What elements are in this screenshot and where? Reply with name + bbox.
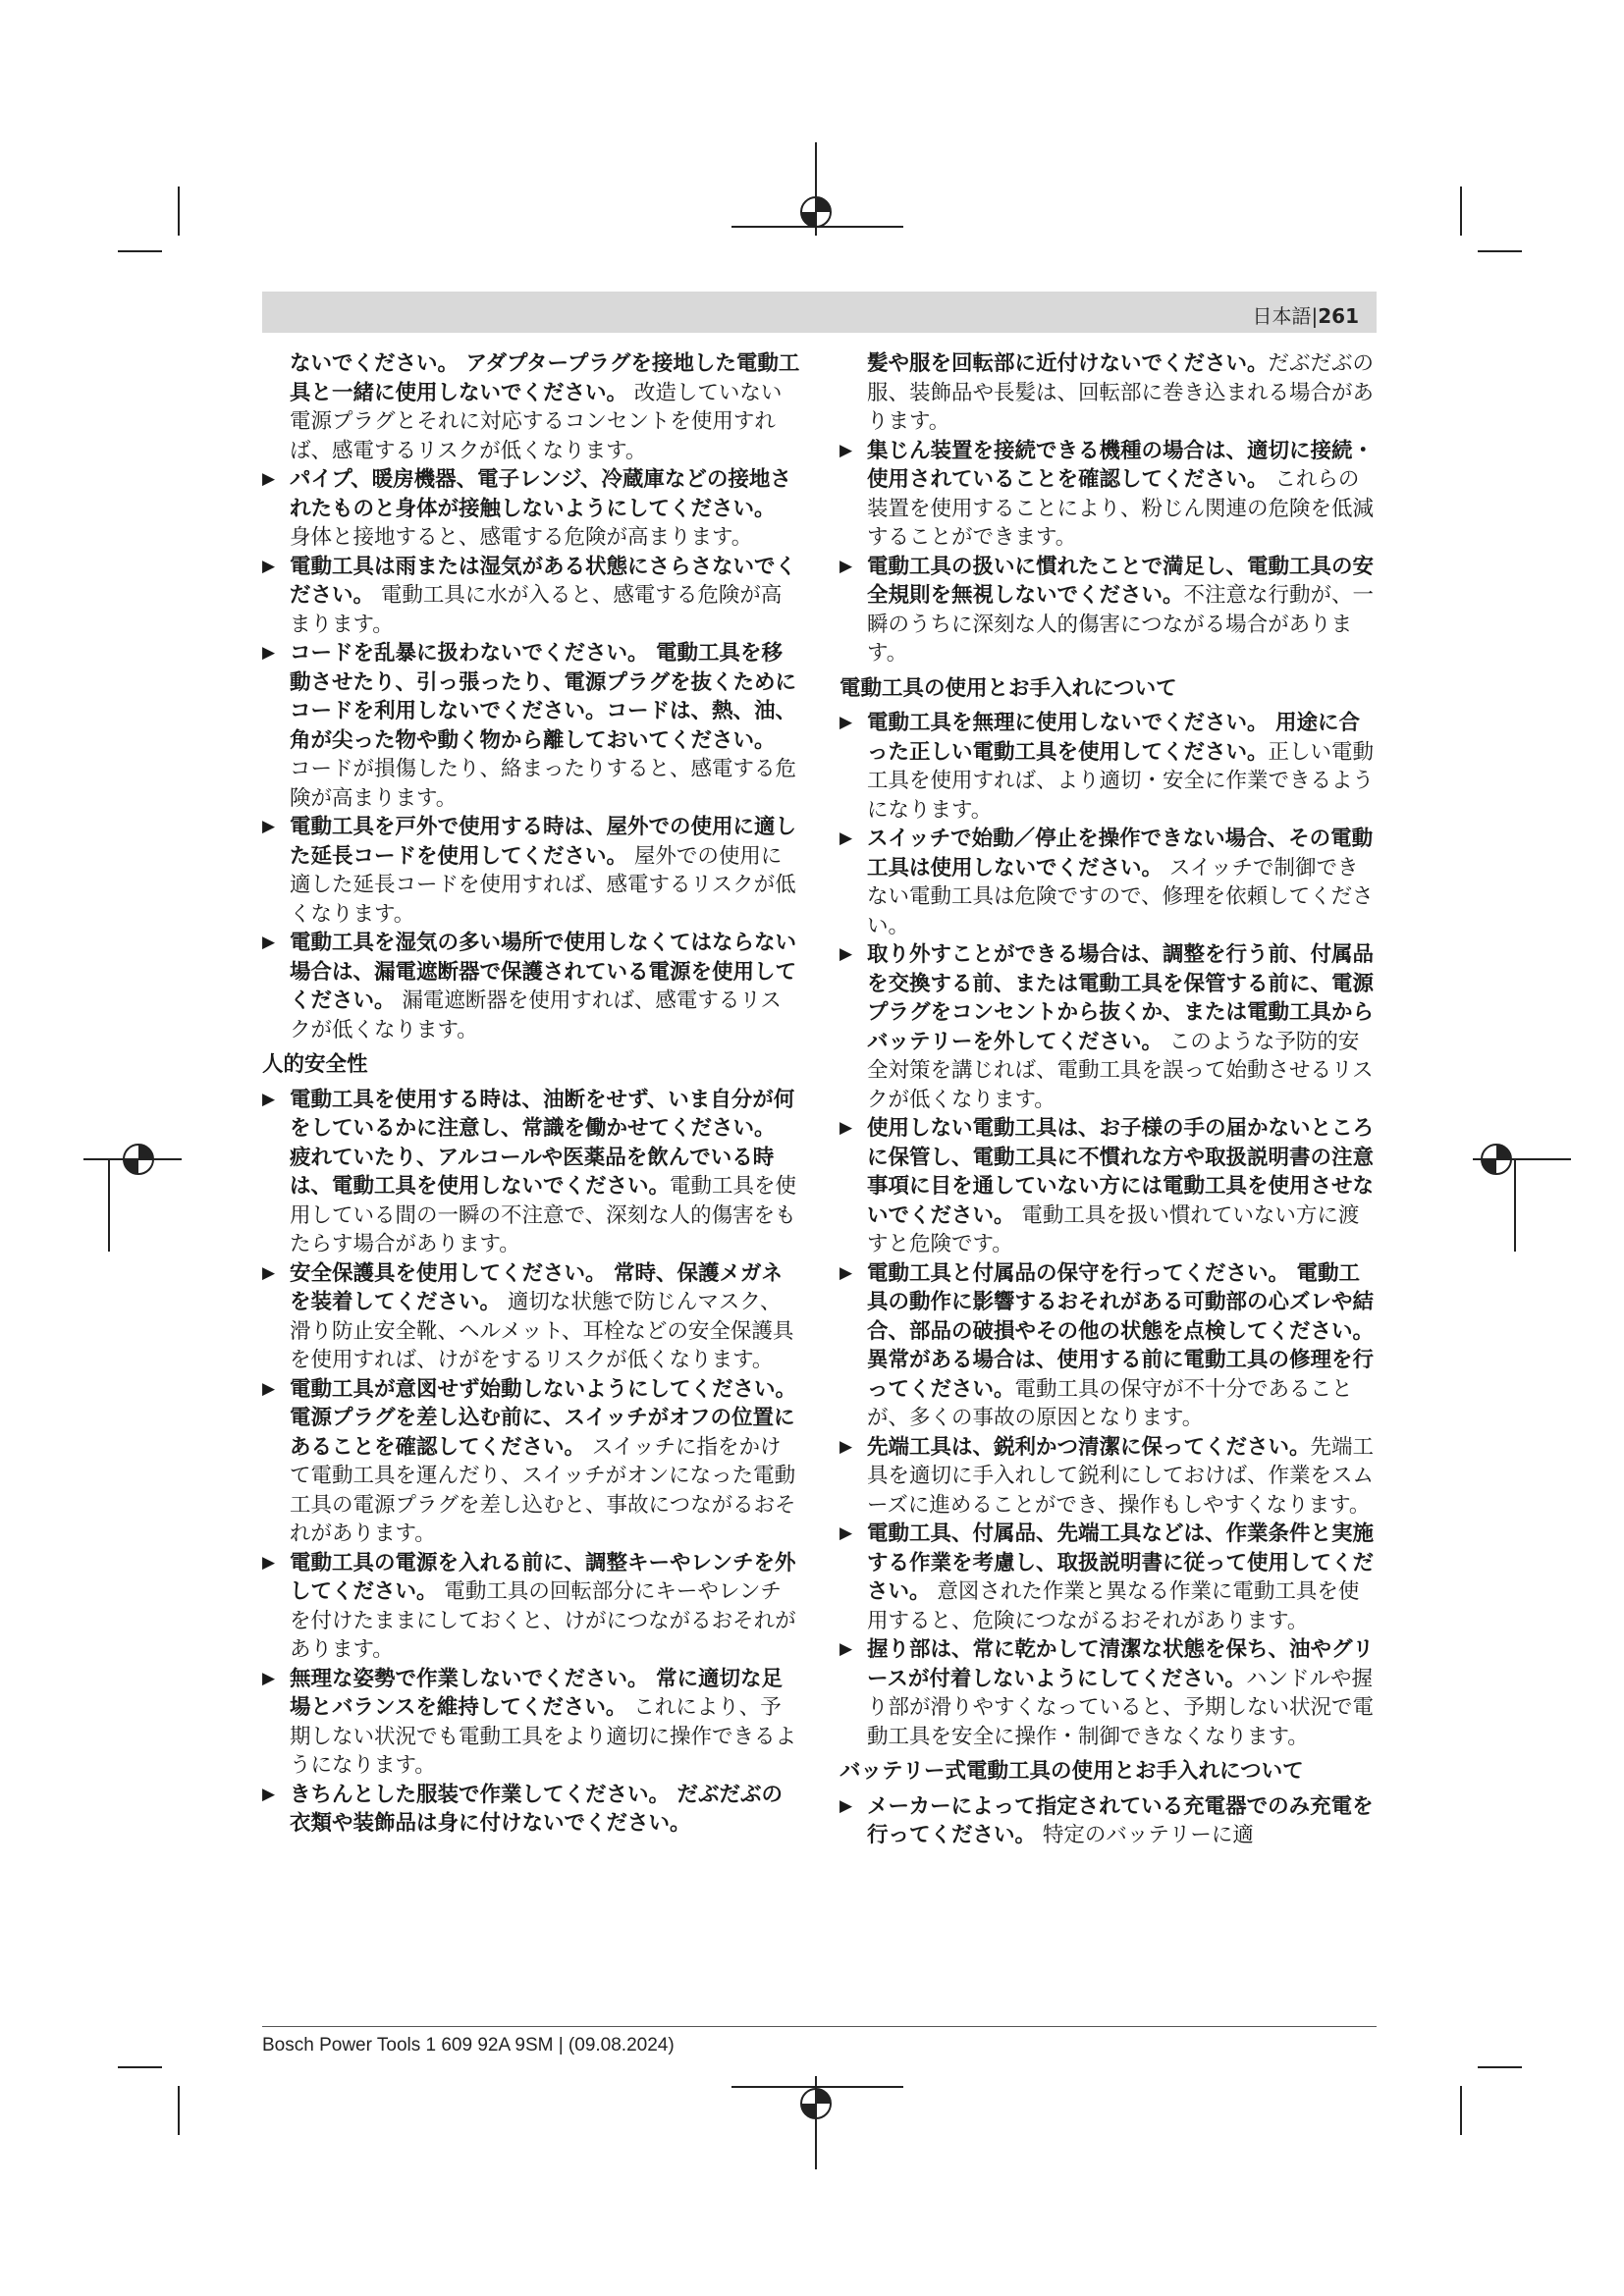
registration-target-icon	[797, 2085, 835, 2122]
registration-line	[108, 1158, 110, 1252]
safety-item	[262, 553, 800, 640]
bullet-triangle-icon: ▶	[262, 817, 276, 836]
page-footer: Bosch Power Tools 1 609 92A 9SM | (09.08.2024)	[262, 2035, 675, 2056]
safety-item	[262, 1375, 800, 1549]
item-body-text: 改造していない電源プラグとそれに対応するコンセントを使用すれば、感電するリスクが低くなります。	[290, 380, 783, 463]
bullet-triangle-icon: ▶	[262, 933, 276, 952]
item-body-text: 適切な状態で防じんマスク、滑り防止安全靴、ヘルメット、耳栓などの安全保護具を使用すれば、けがをするリスクが低くなります。	[290, 1290, 794, 1372]
safety-item	[262, 1086, 800, 1259]
language-label: 日本語	[1252, 304, 1312, 328]
item-body-text: 電動工具に水が入ると、感電する危険が高まります。	[290, 583, 783, 637]
safety-item	[839, 1114, 1378, 1259]
bullet-triangle-icon: ▶	[839, 1795, 853, 1816]
safety-item	[839, 1635, 1378, 1751]
bullet-triangle-icon: ▶	[839, 1118, 853, 1138]
item-bold-text: きちんとした服装で作業してください。 だぶだぶの衣類や装飾品は身に付けないでください。	[290, 1782, 783, 1836]
item-bold-text: 電動工具の扱いに慣れたことで満足し、電動工具の安全規則を無視しないでください。	[867, 554, 1375, 608]
item-bold-text: 電動工具を使用する時は、油断をせず、いま自分が何をしているかに注意し、常識を働かせてください。 疲れていたり、アルコールや医薬品を飲んでいる時は、電動工具を使用しないでください。	[290, 1087, 795, 1199]
item-bold-text: 電動工具が意図せず始動しないようにしてください。 電源プラグを差し込む前に、スイッチがオフの位置にあることを確認してください。	[290, 1376, 797, 1460]
bullet-triangle-icon: ▶	[839, 1639, 853, 1659]
safety-item	[839, 1433, 1378, 1521]
bullet-triangle-icon: ▶	[839, 1436, 853, 1457]
item-body-text: スイッチで制御できない電動工具は危険ですので、修理を依頼してください。	[867, 855, 1374, 938]
item-bold-text: 電動工具を無理に使用しないでください。 用途に合った正しい電動工具を使用してください。	[867, 711, 1360, 765]
item-bold-text: ないでください。 アダプタープラグを接地した電動工具と一緒に使用しないでください。	[290, 351, 800, 405]
item-bold-text: コードを乱暴に扱わないでください。 電動工具を移動させたり、引っ張ったり、電源プラグを抜くためにコードを利用しないでください。コードは、熱、油、角が尖った物や動く物から離しておいてください。	[290, 641, 797, 753]
section-heading: 電動工具の使用とお手入れについて	[839, 675, 1177, 701]
safety-item	[839, 1520, 1378, 1635]
item-body-text: ハンドルや握り部が滑りやすくなっていると、予期しない状況で電動工具を安全に操作・制御できなくなります。	[867, 1666, 1375, 1749]
left-column	[262, 349, 800, 1839]
bullet-triangle-icon: ▶	[839, 440, 853, 460]
item-body-text: 屋外での使用に適した延長コードを使用すれば、感電するリスクが低くなります。	[290, 843, 796, 927]
item-bold-text: パイプ、暖房機器、電子レンジ、冷蔵庫などの接地されたものと身体が接触しないようにしてください。	[290, 467, 791, 521]
crop-mark	[1460, 2086, 1462, 2135]
page-title	[1253, 300, 1360, 329]
item-bold-text: メーカーによって指定されている充電器でのみ充電を行ってください。	[867, 1793, 1374, 1847]
item-bold-text: 髪や服を回転部に近付けないでください。	[867, 351, 1269, 376]
safety-item	[262, 349, 800, 465]
safety-item	[262, 639, 800, 813]
safety-item	[839, 1792, 1378, 1850]
page-number: 261	[1318, 304, 1359, 328]
bullet-triangle-icon: ▶	[839, 944, 853, 964]
bullet-triangle-icon: ▶	[262, 1784, 276, 1804]
item-body-text: スイッチに指をかけて電動工具を運んだり、スイッチがオンになった電動工具の電源プラグを差し込むと、事故につながるおそれがあります。	[290, 1434, 796, 1546]
safety-item	[839, 1259, 1378, 1433]
header-separator: |	[1311, 304, 1319, 328]
bullet-triangle-icon: ▶	[262, 469, 276, 489]
item-body-text: このような予防的安全対策を講じれば、電動工具を誤って始動させるリスクが低くなります。	[867, 1029, 1374, 1112]
item-bold-text: 電動工具と付属品の保守を行ってください。 電動工具の動作に影響するおそれがある可動部の心ズレや結合、部品の破損やその他の状態を点検してください。 異常がある場合は、使用する前に電動工具の修理を行ってください。	[867, 1260, 1375, 1402]
safety-item	[839, 553, 1378, 668]
safety-item	[839, 825, 1378, 940]
item-body-text: 正しい電動工具を使用すれば、より適切・安全に作業できるようになります。	[867, 739, 1375, 823]
bullet-triangle-icon: ▶	[262, 1552, 276, 1573]
safety-item	[839, 349, 1378, 437]
safety-item	[262, 1781, 800, 1839]
item-body-text: これらの装置を使用することにより、粉じん関連の危険を低減することができます。	[867, 467, 1375, 550]
crop-mark	[118, 2066, 162, 2068]
page-header	[262, 292, 1377, 333]
item-bold-text: 先端工具は、鋭利かつ清潔に保ってください。	[867, 1434, 1311, 1460]
item-bold-text: 電動工具を湿気の多い場所で使用しなくてはならない場合は、漏電遮断器で保護されている電源を使用してください。	[290, 931, 797, 1013]
item-body-text: だぶだぶの服、装飾品や長髪は、回転部に巻き込まれる場合があります。	[867, 351, 1375, 434]
safety-item	[262, 1549, 800, 1665]
item-body-text: 電動工具を使用している間の一瞬の不注意で、深刻な人的傷害をもたらす場合があります。	[290, 1174, 797, 1256]
item-bold-text: 電動工具の電源を入れる前に、調整キーやレンチを外してください。	[290, 1550, 796, 1604]
registration-target-icon	[797, 193, 835, 231]
item-body-text: 電動工具の回転部分にキーやレンチを付けたままにしておくと、けがにつながるおそれがあります。	[290, 1579, 796, 1662]
safety-item	[262, 1665, 800, 1781]
right-column	[839, 349, 1378, 1850]
bullet-triangle-icon: ▶	[839, 1523, 853, 1543]
crop-mark	[178, 2086, 180, 2135]
item-body-text: 意図された作業と異なる作業に電動工具を使用すると、危険につながるおそれがあります。	[867, 1579, 1360, 1633]
bullet-triangle-icon: ▶	[262, 1378, 276, 1399]
item-bold-text: スイッチで始動／停止を操作できない場合、その電動工具は使用しないでください。	[867, 827, 1374, 881]
item-body-text: コードが損傷したり、絡まったりすると、感電する危険が高まります。	[290, 757, 797, 811]
safety-item	[262, 929, 800, 1044]
safety-item	[262, 1259, 800, 1375]
crop-mark	[118, 250, 162, 252]
bullet-triangle-icon: ▶	[262, 1262, 276, 1283]
footer-rule	[262, 2026, 1377, 2027]
item-body-text: 先端工具を適切に手入れして鋭利にしておけば、作業をスムーズに進めることができ、操作もしやすくなります。	[867, 1434, 1375, 1518]
item-bold-text: 握り部は、常に乾かして清潔な状態を保ち、油やグリースが付着しないようにしてください。	[867, 1637, 1375, 1691]
safety-item	[839, 437, 1378, 553]
item-body-text: 特定のバッテリーに適	[1036, 1823, 1254, 1847]
item-body-text: 電動工具の保守が不十分であることが、多くの事故の原因となります。	[867, 1376, 1353, 1430]
registration-target-icon	[1478, 1141, 1515, 1178]
item-bold-text: 取り外すことができる場合は、調整を行う前、付属品を交換する前、または電動工具を保管する前に、電源プラグをコンセントから抜くか、または電動工具からバッテリーを外してください。	[867, 942, 1375, 1054]
safety-item	[262, 813, 800, 929]
registration-target-icon	[120, 1141, 157, 1178]
item-body-text: 電動工具を扱い慣れていない方に渡すと危険です。	[867, 1202, 1360, 1256]
crop-mark	[1478, 2066, 1522, 2068]
bullet-triangle-icon: ▶	[839, 828, 853, 848]
item-bold-text: 安全保護具を使用してください。 常時、保護メガネを装着してください。	[290, 1260, 783, 1314]
item-body-text: 身体と接地すると、感電する危険が高まります。	[290, 525, 753, 550]
bullet-triangle-icon: ▶	[262, 1668, 276, 1688]
bullet-triangle-icon: ▶	[839, 713, 853, 732]
item-bold-text: 集じん装置を接続できる機種の場合は、適切に接続・使用されていることを確認してください。	[867, 438, 1375, 492]
item-bold-text: 電動工具、付属品、先端工具などは、作業条件と実施する作業を考慮し、取扱説明書に従って使用してください。	[867, 1522, 1375, 1604]
safety-item	[262, 465, 800, 553]
bullet-triangle-icon: ▶	[262, 556, 276, 576]
crop-mark	[178, 187, 180, 236]
section-heading: バッテリー式電動工具の使用とお手入れについて	[839, 1759, 1304, 1784]
bullet-triangle-icon: ▶	[839, 1262, 853, 1283]
crop-mark	[1460, 187, 1462, 236]
item-bold-text: 電動工具は雨または湿気がある状態にさらさないでください。	[290, 554, 797, 608]
item-body-text: これにより、予期しない状況でも電動工具をより適切に操作できるようになります。	[290, 1695, 797, 1778]
crop-mark	[1478, 250, 1522, 252]
bullet-triangle-icon: ▶	[262, 1089, 276, 1109]
item-bold-text: 無理な姿勢で作業しないでください。 常に適切な足場とバランスを維持してください。	[290, 1666, 783, 1720]
item-body-text: 不注意な行動が、一瞬のうちに深刻な人的傷害につながる場合があります。	[867, 583, 1375, 666]
item-bold-text: 使用しない電動工具は、お子様の手の届かないところに保管し、電動工具に不慣れな方や取扱説明書の注意事項に目を通していない方には電動工具を使用させないでください。	[867, 1116, 1375, 1228]
bullet-triangle-icon: ▶	[839, 556, 853, 576]
safety-item	[839, 940, 1378, 1114]
bullet-triangle-icon: ▶	[262, 643, 276, 663]
item-bold-text: 電動工具を戸外で使用する時は、屋外での使用に適した延長コードを使用してください。	[290, 815, 797, 869]
section-heading: 人的安全性	[262, 1052, 368, 1077]
item-body-text: 漏電遮断器を使用すれば、感電するリスクが低くなります。	[290, 988, 782, 1042]
safety-item	[839, 709, 1378, 825]
